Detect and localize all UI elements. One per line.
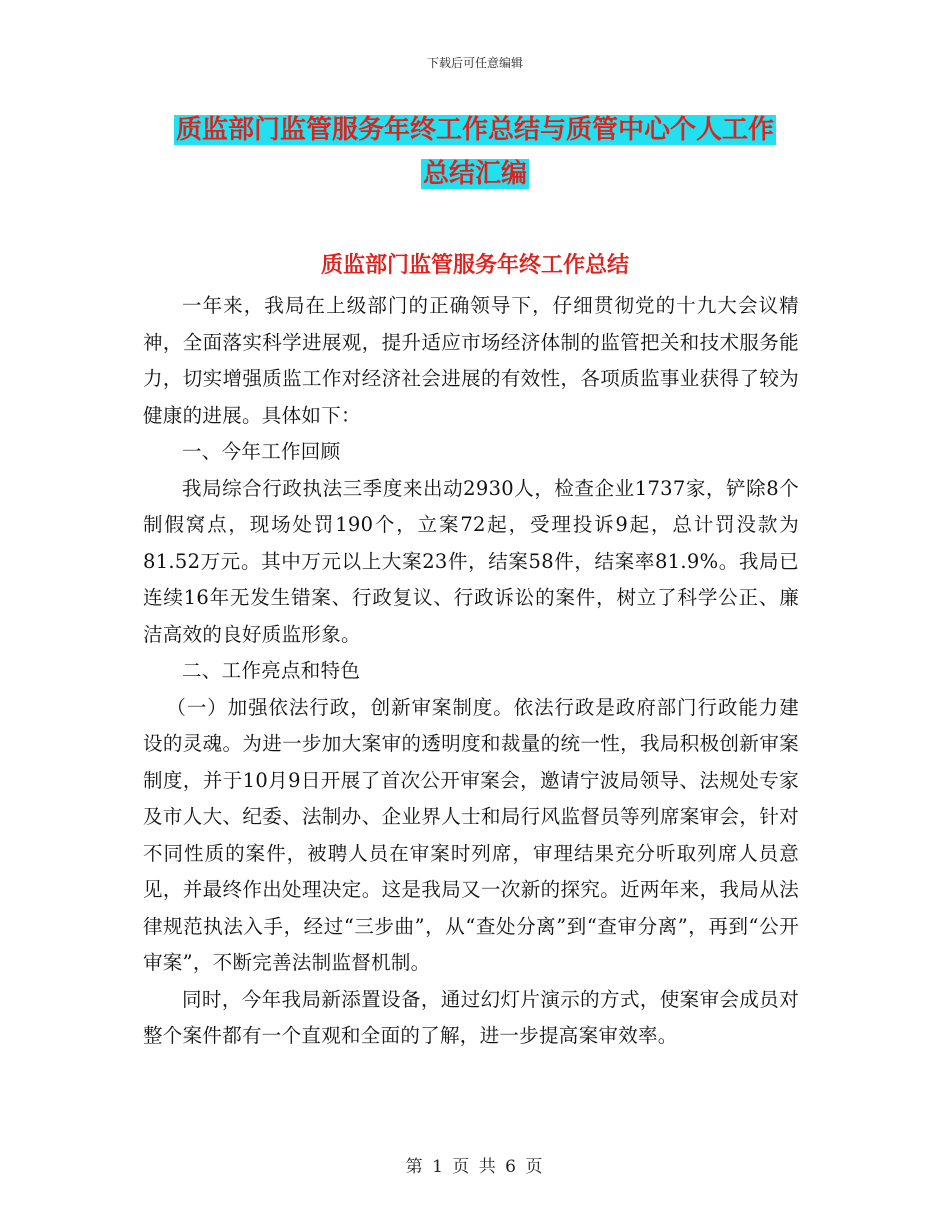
paragraph-intro: 一年来，我局在上级部门的正确领导下，仔细贯彻党的十九大会议精神，全面落实科学进展观，提升适应市场经济体制的监管把关和技术服务能力，切实增强质监工作对经济社会进展的有效性，各项质监事业获得了较为健康的进展。具体如下：: [143, 294, 799, 427]
heading-highlights: 二、工作亮点和特色: [182, 659, 361, 682]
paragraph-statistics: 我局综合行政执法三季度来出动2930人，检查企业1737家，铲除8个制假窝点，现场处罚190个，立案72起，受理投诉9起，总计罚没款为81.52万元。其中万元以上大案23件，结案58件，结案率81.9%。我局已连续16年无发生错案、行政复议、行政诉讼的案件，树立了科学公正、廉洁高效的良好质监形象。: [143, 476, 799, 646]
header-note: 下载后可任意编辑: [426, 56, 523, 70]
paragraph-equipment: 同时，今年我局新添置设备，通过幻灯片演示的方式，使案审会成员对整个案件都有一个直观和全面的了解，进一步提高案审效率。: [143, 987, 799, 1047]
section-title: 质监部门监管服务年终工作总结: [320, 252, 629, 278]
document-title: [140, 108, 810, 196]
heading-review: 一、今年工作回顾: [182, 440, 341, 463]
document-title-line1: 质监部门监管服务年终工作总结与质管中心个人工作: [175, 115, 774, 145]
document-body: [143, 288, 799, 1055]
document-title-line2: 总结汇编: [422, 159, 527, 189]
paragraph-case-review: （一）加强依法行政，创新审案制度。依法行政是政府部门行政能力建设的灵魂。为进一步加大案审的透明度和裁量的统一性，我局积极创新审案制度，并于10月9日开展了首次公开审案会，邀请宁波局领导、法规处专家及市人大、纪委、法制办、企业界人士和局行风监督员等列席案审会，针对不同性质的案件，被聘人员在审案时列席，审理结果充分听取列席人员意见，并最终作出处理决定。这是我局又一次新的探究。近两年来，我局从法律规范执法入手，经过“三步曲”，从“查处分离”到“查审分离”，再到“公开审案”，不断完善法制监督机制。: [143, 695, 799, 974]
page-number: 第 1 页 共 6 页: [405, 1157, 545, 1177]
